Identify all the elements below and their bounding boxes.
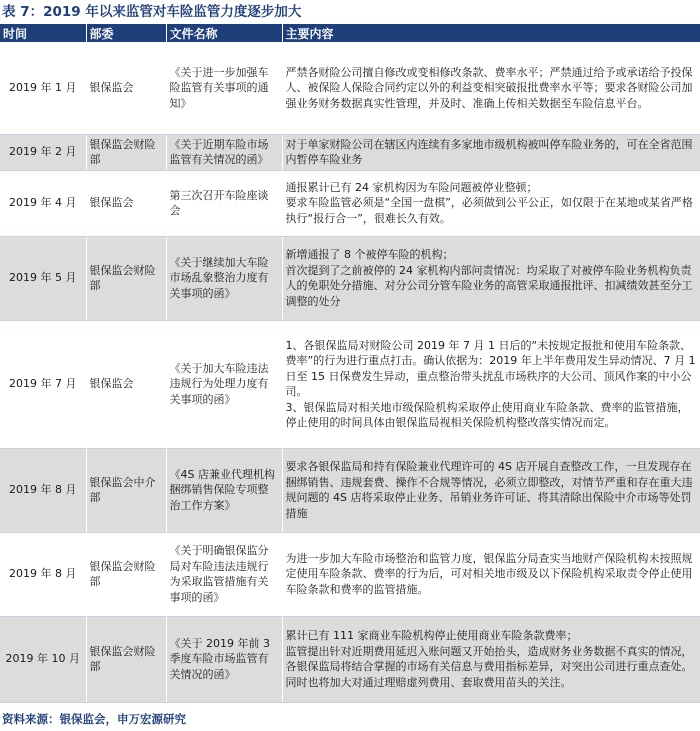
table-body (0, 42, 700, 702)
cell-time: 2019 年 1 月 (0, 42, 86, 134)
cell-doc: 第三次召开车险座谈会 (166, 170, 282, 236)
content-line: 1、各银保监局对财险公司 2019 年 7 月 1 日后的“未按规定报批和使用车险条款、费率”的行为进行重点打击。确认依据为：2019 年上半年费用发生异动情况、7 月 1 日至 15 日保费发生异动，重点整治带头扰乱市场秩序的大公司、顶风作案的中小公司。 (285, 338, 696, 398)
content-line: 要求各银保监局和持有保险兼业代理许可的 4S 店开展自查整改工作，一旦发现存在捆绑销售、违规套费、操作不合规等情况，必须立即整改，对情节严重和存在重大违规问题的 4S 店将采取停止业务、吊销业务许可证、将其清除出保险中介市场等处罚措施 (285, 460, 693, 520)
content-line: 首次提到了之前被停的 24 家机构内部问责情况：均采取了对被停车险业务机构负责人的免职处分措施、对分公司分管车险业务的高管采取通报批评、扣减绩效甚至分工调整的处分 (285, 263, 693, 308)
content-line: 为进一步加大车险市场整治和监管力度，银保监分局查实当地财产保险机构未按照规定使用车险条款、费率的行为后，可对相关地市级及以下保险机构采取责令停止使用车险条款和费率的监管措施。 (285, 551, 693, 596)
content-line: 通报累计已有 24 家机构因为车险问题被停业整顿； (285, 180, 538, 194)
cell-doc: 《关于近期车险市场监管有关情况的函》 (166, 134, 282, 170)
cell-doc: 《关于加大车险违法违规行为处理力度有关事项的函》 (166, 320, 282, 448)
content-line: 对于单家财险公司在辖区内连续有多家地市级机构被叫停车险业务的，可在全省范围内暂停车险业务 (285, 137, 693, 166)
cell-content (282, 42, 700, 134)
header-content: 主要内容 (282, 24, 700, 42)
cell-doc: 《关于进一步加强车险监管有关事项的通知》 (166, 42, 282, 134)
header-doc: 文件名称 (166, 24, 282, 42)
cell-doc: 《关于明确银保监分局对车险违法违规行为采取监管措施有关事项的函》 (166, 532, 282, 616)
table-row (0, 532, 700, 616)
cell-dept: 银保监会财险部 (86, 134, 166, 170)
cell-content (282, 170, 700, 236)
cell-content (282, 236, 700, 320)
table-row (0, 170, 700, 236)
cell-content (282, 134, 700, 170)
cell-dept: 银保监会 (86, 320, 166, 448)
header-time: 时间 (0, 24, 86, 42)
cell-content (282, 320, 700, 448)
content-line: 严禁各财险公司擅自修改或变相修改条款、费率水平；严禁通过给予或承诺给予投保人、被保险人保险合同约定以外的利益变相突破报批费率水平等；要求各财险公司加强业务财务数据真实性管理，并及时、准确上传相关数据至车险信息平台。 (285, 65, 693, 110)
content-line: 3、银保监局对相关地市级保险机构采取停止使用商业车险条款、费率的监管措施，停止使用的时间具体由银保监局视相关保险机构整改落实情况而定。 (285, 400, 689, 429)
regulation-table (0, 24, 700, 703)
cell-content (282, 616, 700, 702)
table-header (0, 24, 700, 42)
content-line: 要求车险监管必须是“全国一盘棋”，必须做到公平公正，如仅限于在某地或某省严格执行“报行合一”，很难长久有效。 (285, 196, 693, 225)
cell-time: 2019 年 8 月 (0, 448, 86, 532)
cell-time: 2019 年 10 月 (0, 616, 86, 702)
cell-dept: 银保监会中介部 (86, 448, 166, 532)
table-row (0, 236, 700, 320)
cell-content (282, 532, 700, 616)
header-dept: 部委 (86, 24, 166, 42)
table-row (0, 134, 700, 170)
cell-dept: 银保监会 (86, 42, 166, 134)
table-row (0, 42, 700, 134)
table-row (0, 616, 700, 702)
cell-dept: 银保监会 (86, 170, 166, 236)
cell-time: 2019 年 8 月 (0, 532, 86, 616)
cell-dept: 银保监会财险部 (86, 236, 166, 320)
cell-doc: 《关于 2019 年前 3 季度车险市场监管有关情况的函》 (166, 616, 282, 702)
cell-content (282, 448, 700, 532)
cell-time: 2019 年 5 月 (0, 236, 86, 320)
cell-time: 2019 年 7 月 (0, 320, 86, 448)
table-row (0, 320, 700, 448)
cell-doc: 《4S 店兼业代理机构捆绑销售保险专项整治工作方案》 (166, 448, 282, 532)
content-line: 累计已有 111 家商业车险机构停止使用商业车险条款费率； (285, 629, 578, 642)
content-line: 新增通报了 8 个被停车险的机构； (285, 248, 454, 261)
cell-dept: 银保监会财险部 (86, 532, 166, 616)
cell-doc: 《关于继续加大车险市场乱象整治力度有关事项的函》 (166, 236, 282, 320)
cell-time: 2019 年 4 月 (0, 170, 86, 236)
table-title: 表 7：2019 年以来监管对车险监管力度逐步加大 (2, 4, 302, 20)
source-note: 资料来源：银保监会，申万宏源研究 (2, 712, 186, 726)
cell-time: 2019 年 2 月 (0, 134, 86, 170)
table-row (0, 448, 700, 532)
content-line: 监管提出针对近期费用延迟入账问题又开始抬头，造成财务业务数据不真实的情况，各银保监局将结合掌握的市场有关信息与费用指标差异，对突出公司进行重点查处。同时也将加大对通过理赔虚列费用、套取费用苗头的关注。 (285, 644, 693, 689)
cell-dept: 银保监会财险部 (86, 616, 166, 702)
